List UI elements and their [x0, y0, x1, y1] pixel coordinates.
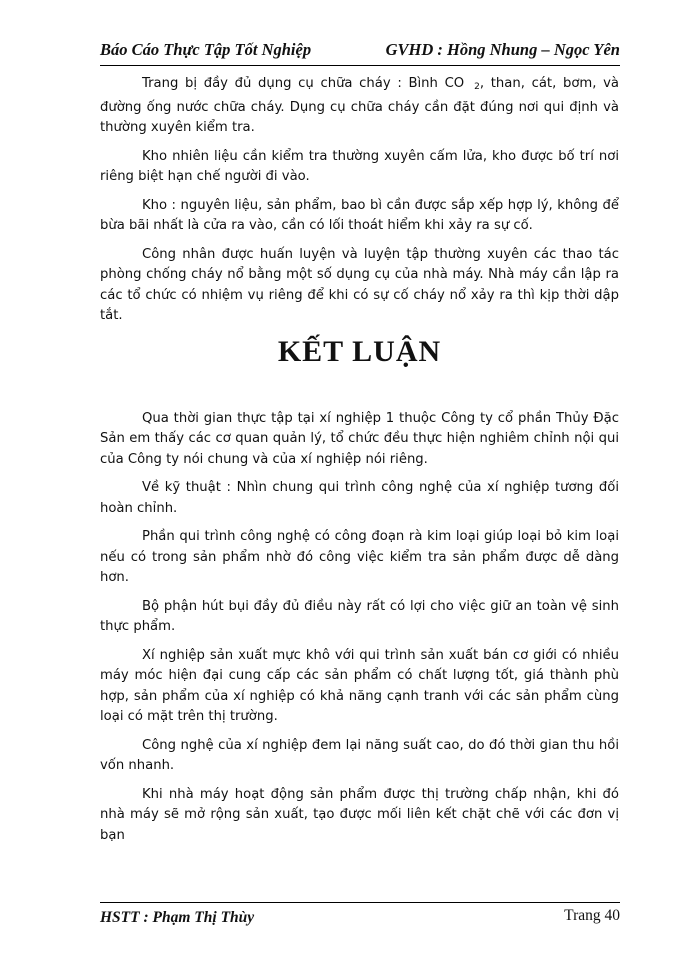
- paragraph: Khi nhà máy hoạt động sản phẩm được thị trường chấp nhận, khi đó nhà máy sẽ mở rộng sản xuất, tạo được mối liên kết chặt chẽ với các đơn vị bạn: [100, 786, 619, 843]
- page-header: [100, 40, 620, 66]
- supervisor-label: GVHD : Hồng Nhung – Ngọc Yên: [385, 40, 620, 59]
- section-heading: KẾT LUẬN: [277, 334, 442, 368]
- subscript: 2: [474, 82, 480, 92]
- paragraph: Phần qui trình công nghệ có công đoạn rà kim loại giúp loại bỏ kim loại nếu có trong sản phẩm nhờ đó công việc kiểm tra sản phẩm được dễ dàng hơn.: [100, 529, 619, 585]
- student-name: HSTT : Phạm Thị Thùy: [100, 909, 255, 926]
- page-footer: [100, 902, 620, 927]
- paragraph: Về kỹ thuật : Nhìn chung qui trình công nghệ của xí nghiệp tương đối hoàn chỉnh.: [100, 480, 619, 516]
- paragraph: Công nhân được huấn luyện và luyện tập thường xuyên các thao tác phòng chống cháy nổ bằng một số dụng cụ của nhà máy. Nhà máy cần lập ra các tổ chức có nhiệm vụ riêng để khi có sự cố cháy nổ xảy ra thì kịp thời dập tắt.: [100, 246, 619, 323]
- report-title: Báo Cáo Thực Tập Tốt Nghiệp: [100, 40, 312, 59]
- page-number: Trang 40: [564, 907, 620, 924]
- paragraph: Trang bị đầy đủ dụng cụ chữa cháy : Bình CO $_2$, than, cát, bơm, và đường ống nước chữa cháy. Dụng cụ chữa cháy cần đặt đúng nơi qui định và thường xuyên kiểm tra.: [100, 76, 619, 135]
- paragraph: Xí nghiệp sản xuất mực khô với qui trình sản xuất bán cơ giới có nhiều máy móc hiện đại cung cấp các sản phẩm có chất lượng tốt, giá thành phù hợp, sản phẩm của xí nghiệp có khả năng cạnh tranh với các sản phẩm cùng loại có mặt trên thị trường.: [100, 647, 619, 724]
- paragraph: Kho nhiên liệu cần kiểm tra thường xuyên cấm lửa, kho được bố trí nơi riêng biệt hạn chế người đi vào.: [100, 148, 619, 184]
- paragraph: Kho : nguyên liệu, sản phẩm, bao bì cần được sắp xếp hợp lý, không để bừa bãi nhất là cửa ra vào, cần có lối thoát hiểm khi xảy ra sự cố.: [100, 197, 619, 233]
- paragraph: Qua thời gian thực tập tại xí nghiệp 1 thuộc Công ty cổ phần Thủy Đặc Sản em thấy các cơ quan quản lý, tổ chức đều thực hiện nghiêm chỉnh nội qui của Công ty nói chung và của xí nghiệp nói riêng.: [100, 410, 619, 467]
- paragraph: Công nghệ của xí nghiệp đem lại năng suất cao, do đó thời gian thu hồi vốn nhanh.: [100, 737, 619, 773]
- paragraph: Bộ phận hút bụi đầy đủ điều này rất có lợi cho việc giữ an toàn vệ sinh thực phẩm.: [100, 598, 619, 634]
- document-body: [100, 74, 619, 854]
